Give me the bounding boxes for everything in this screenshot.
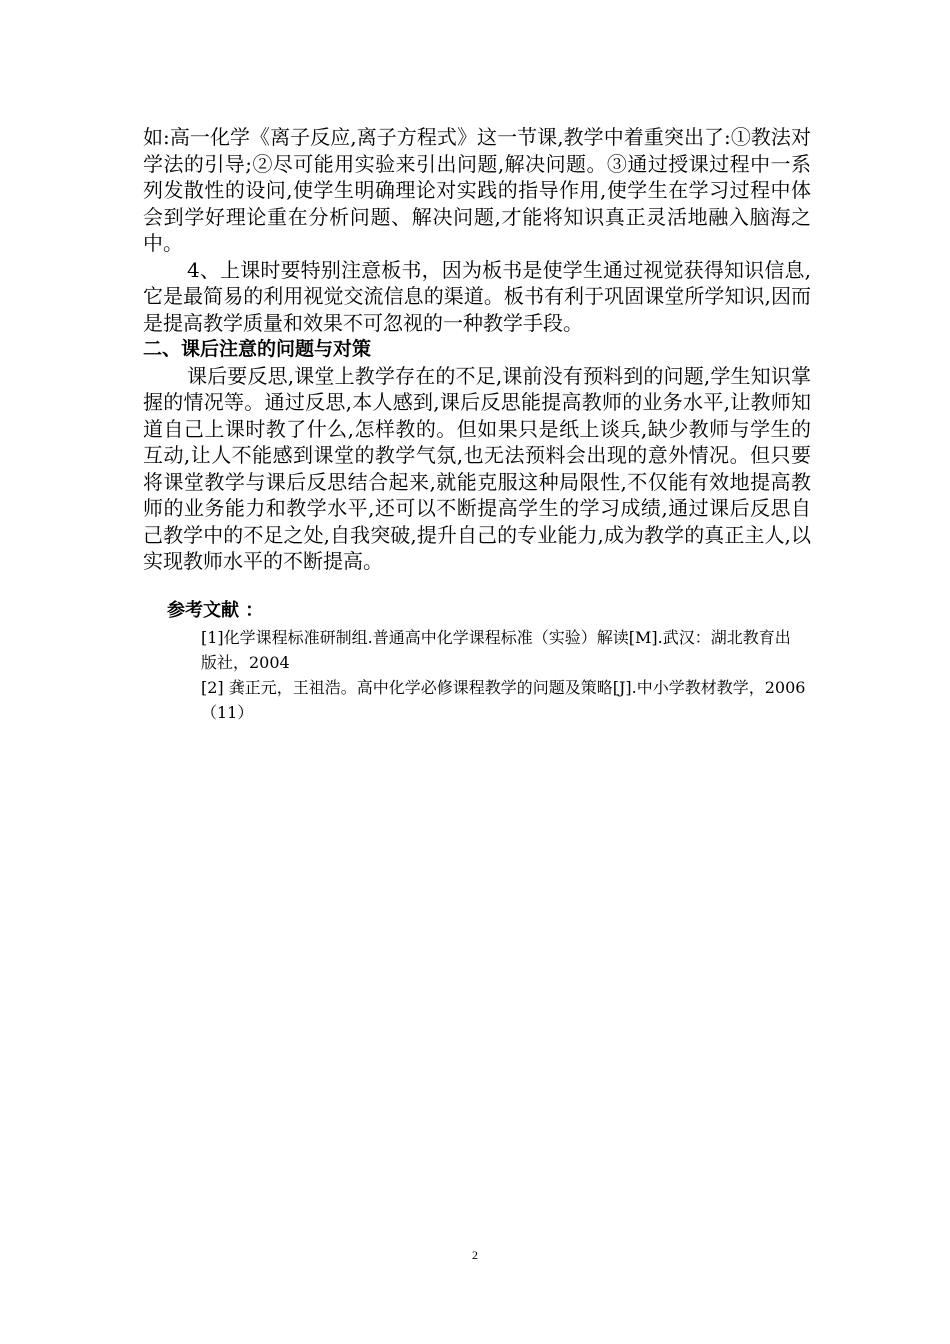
references-list bbox=[201, 625, 806, 725]
reference-item: [2] 龚正元，王祖浩。高中化学必修课程教学的问题及策略[J].中小学教材教学，2006（11） bbox=[201, 678, 806, 722]
page-number: 2 bbox=[472, 1248, 478, 1262]
section-heading: 二、课后注意的问题与对策 bbox=[143, 338, 372, 360]
reference-item: [1]化学课程标准研制组.普通高中化学课程标准（实验）解读[M].武汉：湖北教育出版社，2004 bbox=[201, 628, 791, 672]
paragraph-reflection: 课后要反思,课堂上教学存在的不足,课前没有预料到的问题,学生知识掌握的情况等。通过反思,本人感到,课后反思能提高教师的业务水平,让教师知道自己上课时教了什么,怎样教的。但如果只是纸上谈兵,缺少教师与学生的互动,让人不能感到课堂的教学气氛,也无法预料会出现的意外情况。但只要将课堂教学与课后反思结合起来,就能克服这种局限性,不仅能有效地提高教师的业务能力和教学水平,还可以不断提高学生的学习成绩,通过课后反思自己教学中的不足之处,自我突破,提升自己的专业能力,成为教学的真正主人,以实现教师水平的不断提高。 bbox=[143, 363, 811, 573]
paragraph-board-writing: 4、上课时要特别注意板书，因为板书是使学生通过视觉获得知识信息,它是最简易的利用视觉交流信息的渠道。板书有利于巩固课堂所学知识,因而是提高教学质量和效果不可忽视的一种教学手段。 bbox=[143, 257, 811, 335]
paragraph-continued: 如:高一化学《离子反应,离子方程式》这一节课,教学中着重突出了:①教法对学法的引导;②尽可能用实验来引出问题,解决问题。③通过授课过程中一系列发散性的设问,使学生明确理论对实践的指导作用,使学生在学习过程中体会到学好理论重在分析问题、解决问题,才能将知识真正灵活地融入脑海之中。 bbox=[143, 125, 811, 255]
references-title: 参考文献 ： bbox=[167, 600, 264, 621]
body-text bbox=[143, 124, 811, 575]
